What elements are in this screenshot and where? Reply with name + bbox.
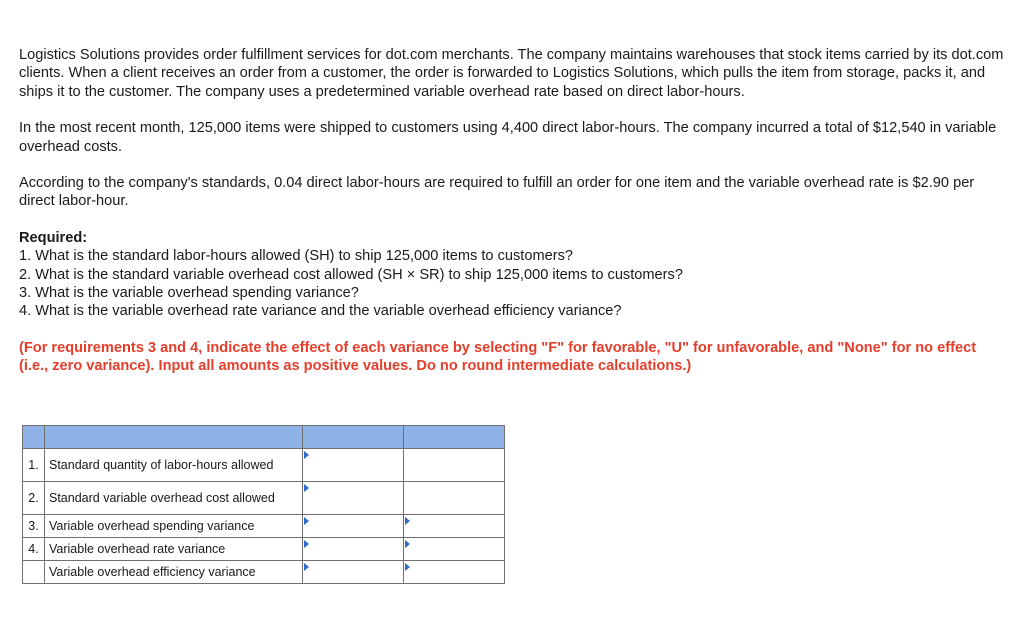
row-number: 3. [23,515,45,538]
question-3: 3. What is the variable overhead spending variance? [19,285,359,302]
intro-paragraph: Logistics Solutions provides order fulfillment services for dot.com merchants. The company maintains warehouses that stock items carried by its dot.com clients. When a client receives an order from a customer, the order is forwarded to Logistics Solutions, which pulls the item from storage, packs it, and ships it to the customer. The company uses a predetermined variable overhead rate based on direct labor-hours. [19,47,1004,100]
table-header-row [23,426,505,449]
question-4: 4. What is the variable overhead rate variance and the variable overhead efficiency variance? [19,303,622,320]
row-label: Standard variable overhead cost allowed [45,482,303,515]
amount-input[interactable] [303,449,404,482]
row-number: 1. [23,449,45,482]
table-row [23,482,505,515]
header-cell [23,426,45,449]
questions-list [19,247,1004,321]
dropdown-marker-icon [304,484,309,492]
row-label: Variable overhead spending variance [45,515,303,538]
effect-select[interactable] [404,538,505,561]
header-cell [404,426,505,449]
amount-input[interactable] [303,538,404,561]
amount-input[interactable] [303,515,404,538]
problem-text [19,46,1004,376]
dropdown-marker-icon [304,540,309,548]
effect-select[interactable] [404,561,505,584]
dropdown-marker-icon [304,451,309,459]
question-1: 1. What is the standard labor-hours allowed (SH) to ship 125,000 items to customers? [19,248,574,265]
answer-table [22,425,505,584]
month-data-paragraph: In the most recent month, 125,000 items were shipped to customers using 4,400 direct labor-hours. The company incurred a total of $12,540 in variable overhead costs. [19,120,997,155]
instruction-note: (For requirements 3 and 4, indicate the effect of each variance by selecting "F" for favorable, "U" for unfavorable, and "None" for no effect (i.e., zero variance). Input all amounts as positive values. Do no round intermediate calculations.) [19,339,977,375]
empty-cell [404,449,505,482]
row-label: Variable overhead rate variance [45,538,303,561]
row-number: 4. [23,538,45,561]
row-number: 2. [23,482,45,515]
dropdown-marker-icon [304,563,309,571]
table-row [23,538,505,561]
question-2: 2. What is the standard variable overhead cost allowed (SH × SR) to ship 125,000 items to customers? [19,266,683,283]
dropdown-marker-icon [405,517,410,525]
dropdown-marker-icon [405,540,410,548]
dropdown-marker-icon [405,563,410,571]
table-row [23,515,505,538]
required-heading: Required: [19,229,88,246]
table-row [23,449,505,482]
table-row [23,561,505,584]
empty-cell [404,482,505,515]
effect-select[interactable] [404,515,505,538]
header-cell [45,426,303,449]
row-number [23,561,45,584]
row-label: Variable overhead efficiency variance [45,561,303,584]
standards-paragraph: According to the company's standards, 0.04 direct labor-hours are required to fulfill an order for one item and the variable overhead rate is $2.90 per direct labor-hour. [19,175,975,210]
row-label: Standard quantity of labor-hours allowed [45,449,303,482]
dropdown-marker-icon [304,517,309,525]
amount-input[interactable] [303,482,404,515]
amount-input[interactable] [303,561,404,584]
header-cell [303,426,404,449]
